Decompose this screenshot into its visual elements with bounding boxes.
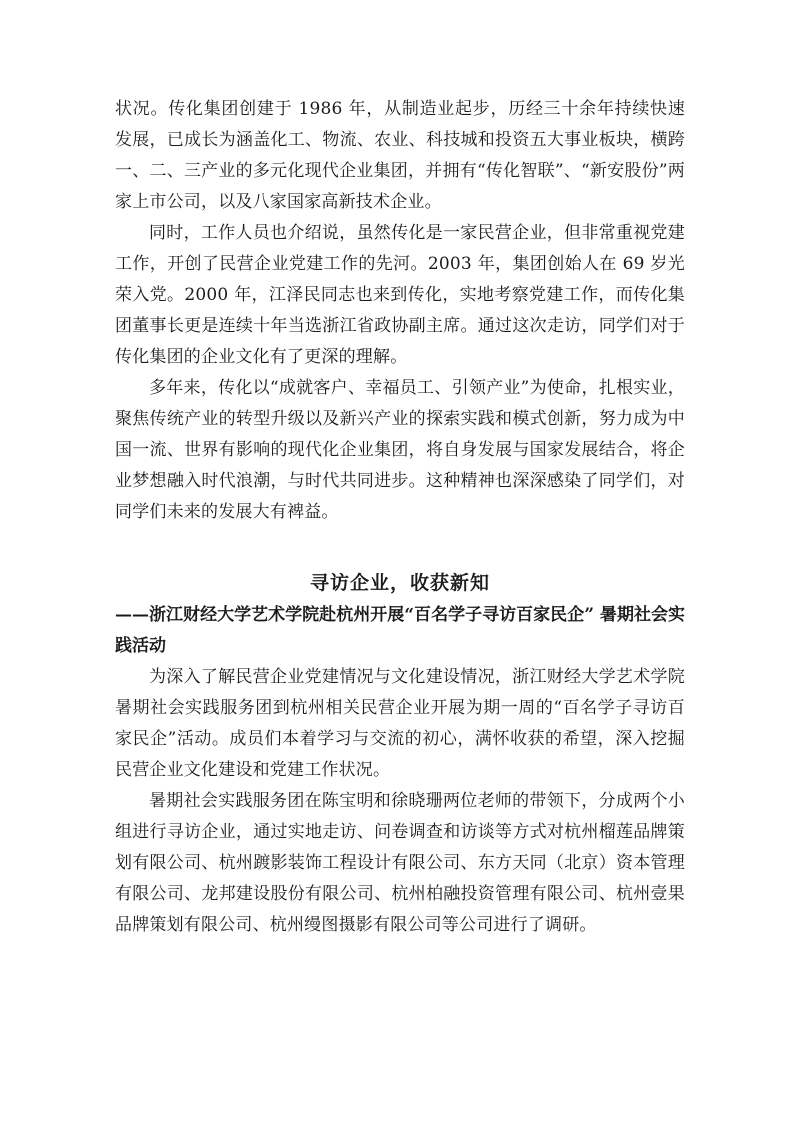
- document-page: [115, 94, 685, 941]
- paragraph-mission: 多年来，传化以“成就客户、幸福员工、引领产业”为使命，扎根实业，聚焦传统产业的转型升级以及新兴产业的探索实践和模式创新，努力成为中国一流、世界有影响的现代化企业集团，将自身发展与国家发展结合，将企业梦想融入时代浪潮，与时代共同进步。这种精神也深深感染了同学们，对同学们未来的发展大有裨益。: [115, 378, 685, 522]
- section-subtitle: ——浙江财经大学艺术学院赴杭州开展“百名学子寻访百家民企” 暑期社会实践活动: [115, 605, 685, 656]
- paragraph-companies: 暑期社会实践服务团在陈宝明和徐晓珊两位老师的带领下，分成两个小组进行寻访企业，通过实地走访、问卷调查和访谈等方式对杭州榴莲品牌策划有限公司、杭州踱影装饰工程设计有限公司、东方天同（北京）资本管理有限公司、龙邦建设股份有限公司、杭州柏融投资管理有限公司、杭州壹果品牌策划有限公司、杭州缦图摄影有限公司等公司进行了调研。: [115, 791, 685, 935]
- section-title: 寻访企业，收获新知: [309, 572, 490, 594]
- paragraph-purpose: 为深入了解民营企业党建情况与文化建设情况，浙江财经大学艺术学院暑期社会实践服务团到杭州相关民营企业开展为期一周的“百名学子寻访百家民企”活动。成员们本着学习与交流的初心，满怀收获的希望，深入挖掘民营企业文化建设和党建工作状况。: [115, 667, 685, 780]
- paragraph-continuation: 状况。传化集团创建于 1986 年，从制造业起步，历经三十余年持续快速发展，已成长为涵盖化工、物流、农业、科技城和投资五大事业板块，横跨一、二、三产业的多元化现代企业集团，并拥有“传化智联”、“新安股份”两家上市公司，以及八家国家高新技术企业。: [115, 99, 685, 212]
- paragraph-party-building: 同时，工作人员也介绍说，虽然传化是一家民营企业，但非常重视党建工作，开创了民营企业党建工作的先河。2003 年，集团创始人在 69 岁光荣入党。2000 年，江泽民同志也来到传化，实地考察党建工作，而传化集团董事长更是连续十年当选浙江省政协副主席。通过这次走访，同学们对于传化集团的企业文化有了更深的理解。: [115, 223, 685, 367]
